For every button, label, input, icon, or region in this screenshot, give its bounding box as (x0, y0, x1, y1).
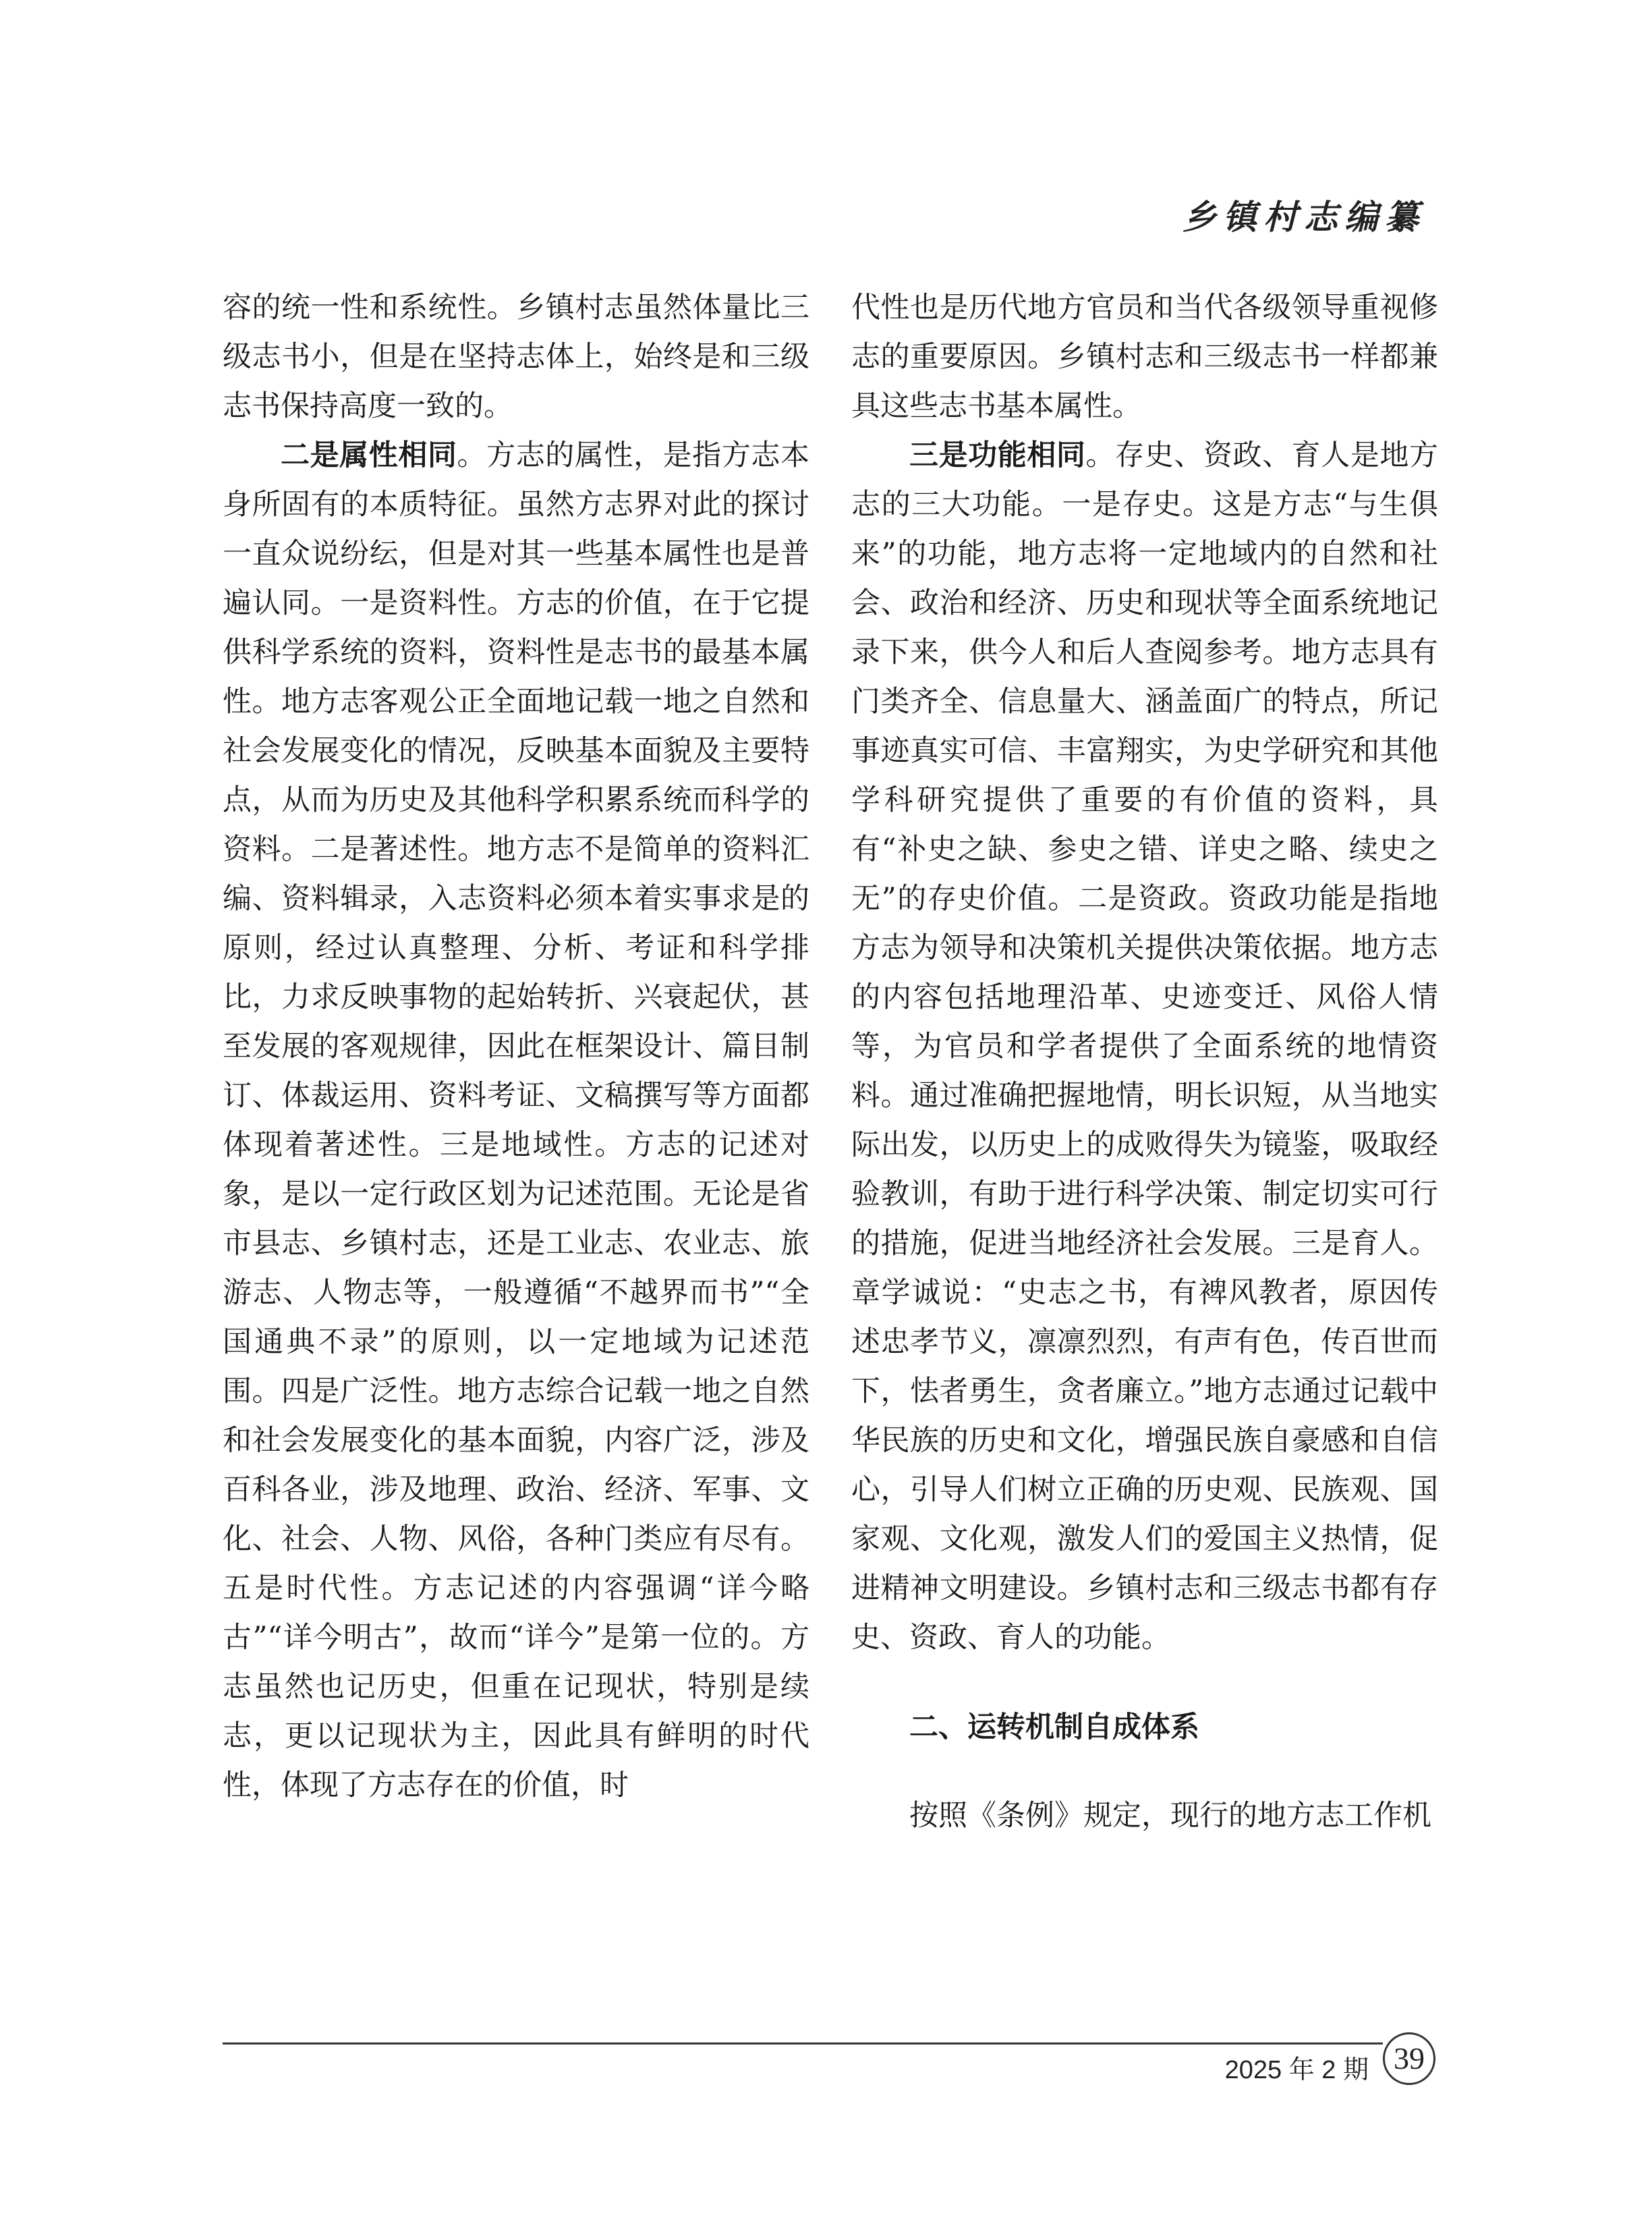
right-paragraph-1: 代性也是历代地方官员和当代各级领导重视修志的重要原因。乡镇村志和三级志书一样都兼具这些志书基本属性。 (851, 291, 1438, 423)
section-heading: 二、运转机制自成体系 (909, 1710, 1199, 1744)
right-column (851, 283, 1438, 1841)
left-column (223, 283, 809, 1810)
footer-rule (223, 2042, 1383, 2044)
right-paragraph-2-lead: 三是功能相同 (909, 439, 1086, 472)
right-paragraph-3: 按照《条例》规定，现行的地方志工作机 (909, 1799, 1431, 1833)
right-paragraph-2-body: 。存史、资政、育人是地方志的三大功能。一是存史。这是方志“与生俱来”的功能，地方志将一定地域内的自然和社会、政治和经济、历史和现状等全面系统地记录下来，供今人和后人查阅参考。地方志具有门类齐全、信息量大、涵盖面广的特点，所记事迹真实可信、丰富翔实，为史学研究和其他学科研究提供了重要的有价值的资料，具有“补史之缺、参史之错、详史之略、续史之无”的存史价值。二是资政。资政功能是指地方志为领导和决策机关提供决策依据。地方志的内容包括地理沿革、史迹变迁、风俗人情等，为官员和学者提供了全面系统的地情资料。通过准确把握地情，明长识短，从当地实际出发，以历史上的成败得失为镜鉴，吸取经验教训，有助于进行科学决策、制定切实可行的措施，促进当地经济社会发展。三是育人。章学诚说：“史志之书，有裨风教者，原因传述忠孝节义，凛凛烈烈，有声有色，传百世而下，怯者勇生，贪者廉立。”地方志通过记载中华民族的历史和文化，增强民族自豪感和自信心，引导人们树立正确的历史观、民族观、国家观、文化观，激发人们的爱国主义热情，促进精神文明建设。乡镇村志和三级志书都有存史、资政、育人的功能。 (851, 439, 1439, 1654)
running-header-title: 乡镇村志编纂 (1183, 197, 1425, 237)
page-number: 39 (1383, 2032, 1435, 2085)
left-paragraph-1: 容的统一性和系统性。乡镇村志虽然体量比三级志书小，但是在坚持志体上，始终是和三级志书保持高度一致的。 (223, 291, 809, 423)
left-paragraph-2-body: 。方志的属性，是指方志本身所固有的本质特征。虽然方志界对此的探讨一直众说纷纭，但是对其一些基本属性也是普遍认同。一是资料性。方志的价值，在于它提供科学系统的资料，资料性是志书的最基本属性。地方志客观公正全面地记载一地之自然和社会发展变化的情况，反映基本面貌及主要特点，从而为历史及其他科学积累系统而科学的资料。二是著述性。地方志不是简单的资料汇编、资料辑录，入志资料必须本着实事求是的原则，经过认真整理、分析、考证和科学排比，力求反映事物的起始转折、兴衰起伏，甚至发展的客观规律，因此在框架设计、篇目制订、体裁运用、资料考证、文稿撰写等方面都体现着著述性。三是地域性。方志的记述对象，是以一定行政区划为记述范围。无论是省市县志、乡镇村志，还是工业志、农业志、旅游志、人物志等，一般遵循“不越界而书”“全国通典不录”的原则，以一定地域为记述范围。四是广泛性。地方志综合记载一地之自然和社会发展变化的基本面貌，内容广泛，涉及百科各业，涉及地理、政治、经济、军事、文化、社会、人物、风俗，各种门类应有尽有。五是时代性。方志记述的内容强调“详今略古”“详今明古”，故而“详今”是第一位的。方志虽然也记历史，但重在记现状，特别是续志，更以记现状为主，因此具有鲜明的时代性，体现了方志存在的价值，时 (223, 439, 810, 1802)
left-paragraph-2 (223, 431, 809, 1810)
right-paragraph-2 (851, 431, 1438, 1663)
left-paragraph-2-lead: 二是属性相同 (281, 439, 457, 472)
issue-label: 2025 年 2 期 (1224, 2056, 1369, 2084)
